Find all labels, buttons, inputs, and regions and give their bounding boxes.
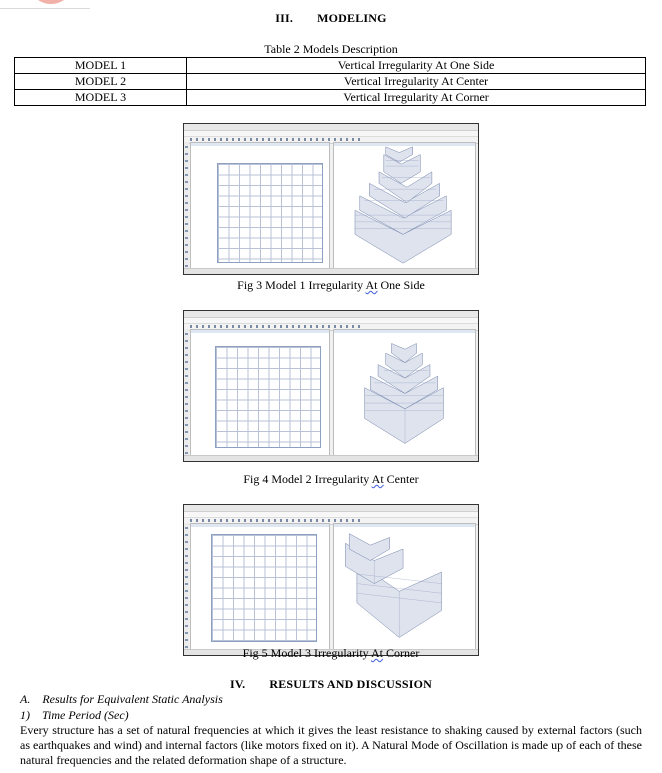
- 3d-view-pane: [333, 142, 476, 269]
- plan-view-pane: [190, 142, 330, 269]
- section-heading-results: [0, 677, 662, 692]
- caption-word-at: At: [365, 278, 378, 292]
- app-left-toolbar: [184, 523, 189, 650]
- 3d-model-center: [334, 330, 475, 455]
- figure-4-caption: [0, 472, 662, 487]
- 3d-view-pane: [333, 329, 476, 456]
- caption-text: Fig 3 Model 1 Irregularity: [237, 278, 366, 292]
- plan-grid: [211, 534, 317, 642]
- table-cell-model: MODEL 3: [15, 90, 187, 106]
- table-row: [15, 58, 646, 74]
- table-cell-model: MODEL 1: [15, 58, 187, 74]
- plan-view-pane: [190, 329, 330, 456]
- header-rule: [0, 8, 90, 9]
- app-left-toolbar: [184, 329, 189, 456]
- app-titlebar: [184, 124, 478, 131]
- 3d-model-one-side: [334, 143, 475, 268]
- figure-5-caption: [0, 646, 662, 661]
- table-row: [15, 90, 646, 106]
- table-caption: Table 2 Models Description: [264, 42, 398, 56]
- figure-4-screenshot: [183, 310, 479, 462]
- app-left-toolbar: [184, 142, 189, 269]
- caption-word-at: At: [371, 646, 383, 660]
- 3d-model-corner: [334, 524, 475, 649]
- section-title: MODELING: [317, 11, 387, 25]
- 3d-view-pane: [333, 523, 476, 650]
- caption-word-at: At: [371, 472, 384, 486]
- table-cell-description: Vertical Irregularity At Center: [187, 74, 646, 90]
- figure-3-caption: [0, 278, 662, 293]
- pane-tab: [191, 143, 329, 146]
- section-number: III.: [275, 11, 294, 25]
- logo-arc: [28, 0, 74, 4]
- plan-view-pane: [190, 523, 330, 650]
- plan-grid: [217, 163, 323, 263]
- subsection-heading: A. Results for Equivalent Static Analysis: [20, 692, 223, 706]
- app-statusbar: [184, 455, 478, 461]
- models-table: [14, 57, 646, 106]
- figure-5-screenshot: [183, 504, 479, 656]
- app-titlebar: [184, 505, 478, 512]
- table-cell-description: Vertical Irregularity At Corner: [187, 90, 646, 106]
- figure-3-screenshot: [183, 123, 479, 275]
- section-number: IV.: [229, 677, 246, 691]
- plan-grid: [215, 346, 321, 448]
- subsubsection-heading: 1) Time Period (Sec): [20, 708, 129, 722]
- pane-tab: [191, 330, 329, 333]
- caption-text: Fig 5 Model 3 Irregularity: [242, 646, 371, 660]
- app-titlebar: [184, 311, 478, 318]
- section-title: RESULTS AND DISCUSSION: [269, 677, 433, 691]
- table-cell-description: Vertical Irregularity At One Side: [187, 58, 646, 74]
- pane-tab: [191, 524, 329, 527]
- table-cell-model: MODEL 2: [15, 74, 187, 90]
- body-paragraph: Every structure has a set of natural frequencies at which it gives the least resistance to shaking caused by external factors (such as earthquakes and wind) and internal factors (like motors fixed on it). A Natural Mode of Oscillation is made up of each of these natural frequencies and the related deformation shape of a structure.: [20, 723, 642, 767]
- app-statusbar: [184, 268, 478, 274]
- caption-text: One Side: [377, 278, 425, 292]
- caption-text: Center: [383, 472, 419, 486]
- caption-text: Corner: [383, 646, 420, 660]
- section-heading-modeling: [0, 11, 662, 26]
- caption-text: Fig 4 Model 2 Irregularity: [243, 472, 372, 486]
- table-row: [15, 74, 646, 90]
